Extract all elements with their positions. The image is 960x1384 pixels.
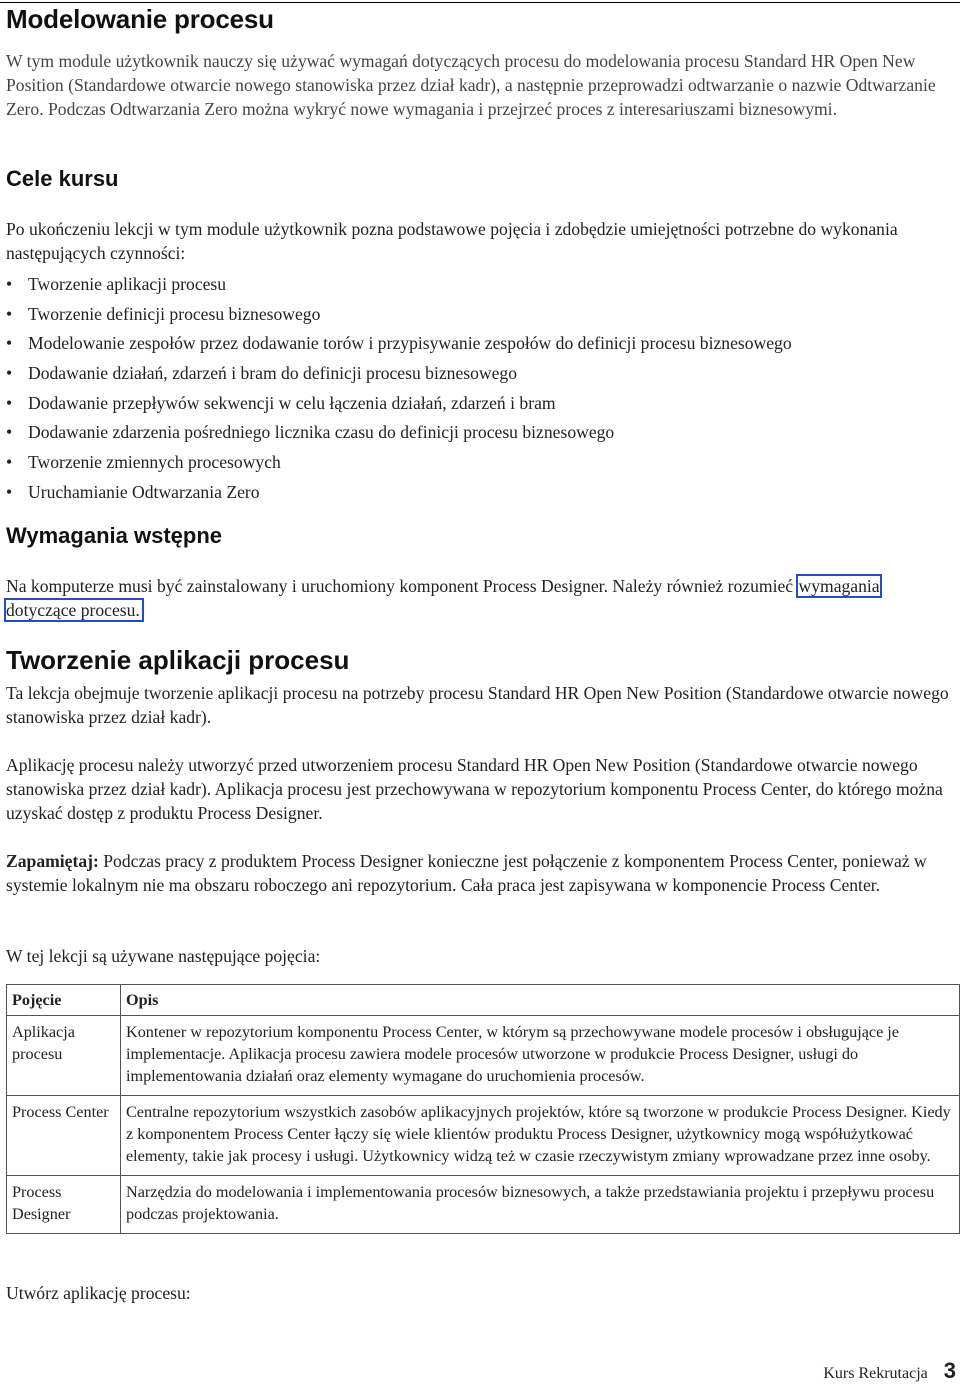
list-item: • Dodawanie przepływów sekwencji w celu łączenia działań, zdarzeń i bram — [6, 389, 792, 419]
term-cell: Process Designer — [7, 1176, 121, 1234]
prereq-text: Na komputerze musi być zainstalowany i uruchomiony komponent Process Designer. Należy również rozumieć — [6, 576, 794, 596]
lesson-paragraph-2: Aplikację procesu należy utworzyć przed utworzeniem procesu Standard HR Open New Position (Standardowe otwarcie nowego stanowiska przez dział kadr). Aplikacja procesu jest przechowywana w repozytorium komponentu Process Center, do którego można uzyskać dostęp z produktu Process Designer. — [6, 755, 943, 823]
description-cell: Kontener w repozytorium komponentu Process Center, w którym są przechowywane modele procesów i obsługujące je implementacje. Aplikacja procesu zawiera modele procesów utworzone w produkcie Process Designer, usługi do implementowania działań oraz elementy wymagane do uruchomienia procesów. — [121, 1016, 960, 1096]
list-item: • Tworzenie zmiennych procesowych — [6, 448, 792, 478]
column-header-description: Opis — [121, 985, 960, 1016]
bullet-icon: • — [6, 274, 13, 294]
bullet-icon: • — [6, 481, 13, 502]
goals-lead: Po ukończeniu lekcji w tym module użytkownik pozna podstawowe pojęcia i zdobędzie umiejętności potrzebne do wykonania następujących czynności: — [6, 219, 898, 263]
note-text: Podczas pracy z produktem Process Designer konieczne jest połączenie z komponentem Process Center, ponieważ w systemie lokalnym nie ma obszaru roboczego ani repozytorium. Cała praca jest zapisywana w komponencie Process Center. — [6, 851, 927, 895]
goals-list — [6, 270, 792, 508]
list-item: • Modelowanie zespołów przez dodawanie torów i przypisywanie zespołów do definicji procesu biznesowego — [6, 329, 792, 359]
concepts-lead: W tej lekcji są używane następujące pojęcia: — [6, 946, 321, 966]
bullet-icon: • — [6, 452, 13, 473]
list-item: • Tworzenie aplikacji procesu — [6, 270, 792, 300]
goals-heading: Cele kursu — [6, 166, 119, 191]
term-cell: Aplikacja procesu — [7, 1016, 121, 1096]
page-number: 3 — [943, 1358, 956, 1383]
bullet-icon: • — [6, 392, 13, 413]
intro-paragraph: W tym module użytkownik nauczy się używać wymagań dotyczących procesu do modelowania procesu Standard HR Open New Position (Standardowe otwarcie nowego stanowiska przez dział kadr), a następnie przeprowadzi odtwarzanie o nazwie Odtwarzanie Zero. Podczas Odtwarzania Zero można wykryć nowe wymagania i przejrzeć proces z interesariuszami biznesowymi. — [6, 51, 936, 119]
bullet-icon: • — [6, 363, 13, 384]
bullet-icon: • — [6, 422, 13, 443]
list-item: • Tworzenie definicji procesu biznesowego — [6, 300, 792, 330]
create-lead: Utwórz aplikację procesu: — [6, 1283, 191, 1303]
table-row — [7, 1016, 960, 1096]
table-header-row — [7, 985, 960, 1016]
lesson-heading: Tworzenie aplikacji procesu — [6, 645, 350, 675]
list-item: • Dodawanie działań, zdarzeń i bram do definicji procesu biznesowego — [6, 359, 792, 389]
list-item: • Uruchamianie Odtwarzania Zero — [6, 478, 792, 508]
requirements-link[interactable]: wymagania dotyczące procesu. — [6, 576, 880, 620]
description-cell: Centralne repozytorium wszystkich zasobów aplikacyjnych projektów, które są tworzone w produkcie Process Designer. Kiedy z komponentem Process Center łączy się wiele klientów produktu Process Designer, użytkownicy mogą współużytkować elementy, takie jak procesy i usługi. Użytkownicy widzą też w czasie rzeczywistym zmiany wprowadzane przez inne osoby. — [121, 1096, 960, 1176]
concepts-table — [6, 984, 960, 1234]
table-row — [7, 1096, 960, 1176]
bullet-icon: • — [6, 333, 13, 354]
prereq-heading: Wymagania wstępne — [6, 523, 222, 548]
lesson-paragraph-1: Ta lekcja obejmuje tworzenie aplikacji procesu na potrzeby procesu Standard HR Open New Position (Standardowe otwarcie nowego stanowiska przez dział kadr). — [6, 683, 949, 727]
page-footer — [823, 1358, 956, 1384]
page-title: Modelowanie procesu — [6, 4, 274, 34]
note-paragraph — [6, 849, 952, 897]
term-cell: Process Center — [7, 1096, 121, 1176]
footer-label: Kurs Rekrutacja — [823, 1365, 928, 1382]
column-header-term: Pojęcie — [7, 985, 121, 1016]
table-row — [7, 1176, 960, 1234]
note-label: Zapamiętaj: — [6, 851, 99, 871]
top-rule — [0, 2, 960, 3]
prereq-paragraph — [6, 574, 952, 622]
list-item: • Dodawanie zdarzenia pośredniego licznika czasu do definicji procesu biznesowego — [6, 418, 792, 448]
description-cell: Narzędzia do modelowania i implementowania procesów biznesowych, a także przedstawiania projektu i przepływu procesu podczas projektowania. — [121, 1176, 960, 1234]
bullet-icon: • — [6, 303, 13, 324]
